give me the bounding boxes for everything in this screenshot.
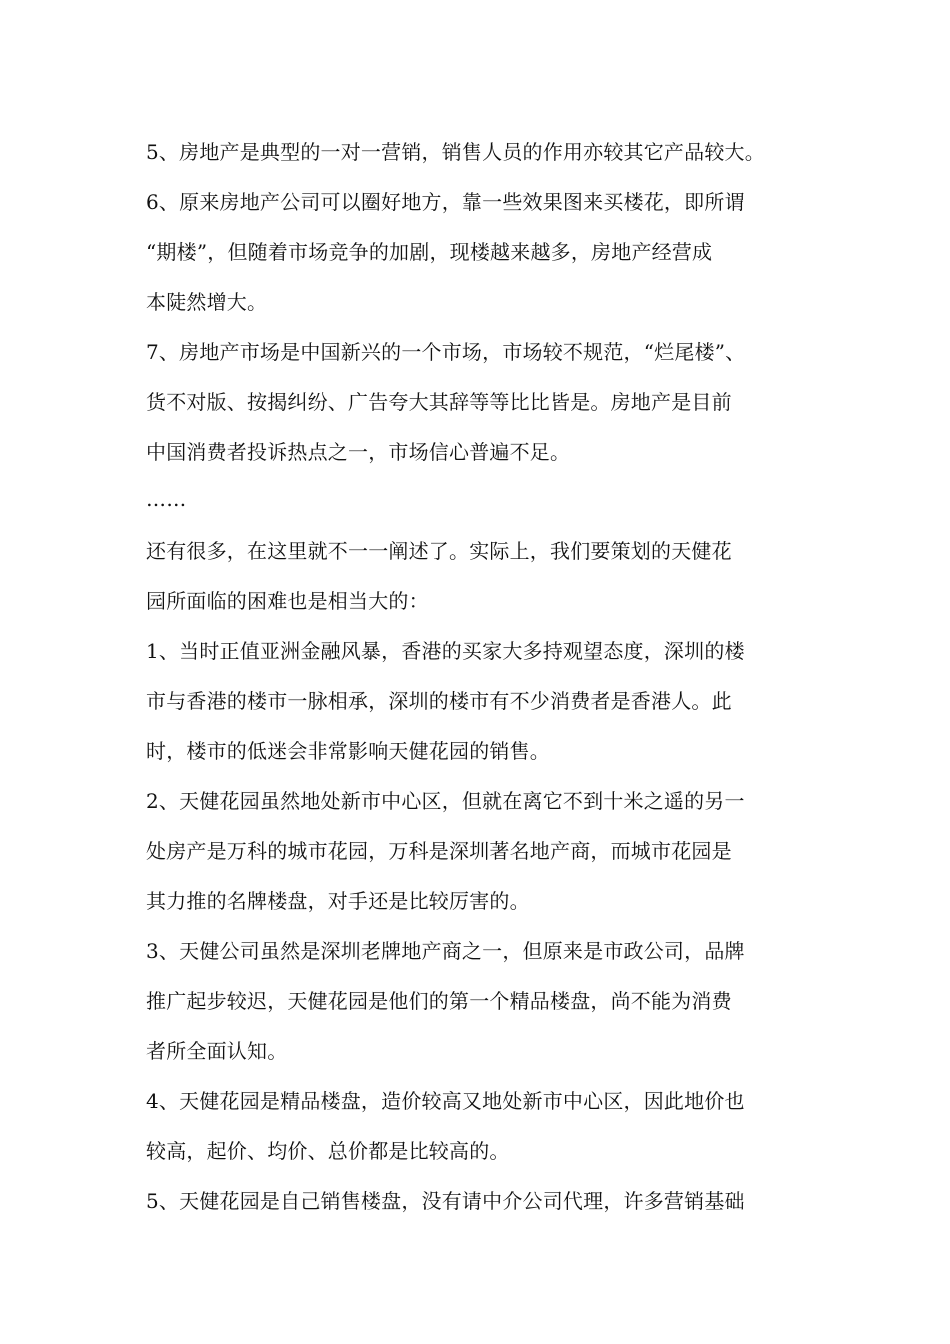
text-line: 本陡然增大。 — [146, 290, 268, 314]
text-line: 4、天健花园是精品楼盘，造价较高又地处新市中心区，因此地价也 — [146, 1089, 745, 1113]
text-line: 处房产是万科的城市花园，万科是深圳著名地产商，而城市花园是 — [146, 839, 732, 863]
text-line: 中国消费者投诉热点之一，市场信心普遍不足。 — [146, 440, 571, 464]
text-line: 3、天健公司虽然是深圳老牌地产商之一，但原来是市政公司，品牌 — [146, 939, 745, 963]
text-line: 者所全面认知。 — [146, 1039, 288, 1063]
text-line: 7、房地产市场是中国新兴的一个市场，市场较不规范，“烂尾楼”、 — [146, 340, 746, 364]
text-line: 园所面临的困难也是相当大的： — [146, 589, 429, 613]
text-line: “期楼”，但随着市场竞争的加剧，现楼越来越多，房地产经营成 — [146, 240, 713, 264]
text-line: 还有很多，在这里就不一一阐述了。实际上，我们要策划的天健花 — [146, 539, 732, 563]
text-line: 5、房地产是典型的一对一营销，销售人员的作用亦较其它产品较大。 — [146, 140, 765, 164]
text-line: 货不对版、按揭纠纷、广告夸大其辞等等比比皆是。房地产是目前 — [146, 390, 732, 414]
text-line: 1、当时正值亚洲金融风暴，香港的买家大多持观望态度，深圳的楼 — [146, 639, 745, 663]
text-line: 较高，起价、均价、总价都是比较高的。 — [146, 1139, 510, 1163]
text-line: 5、天健花园是自己销售楼盘，没有请中介公司代理，许多营销基础 — [146, 1189, 745, 1213]
text-line: 6、原来房地产公司可以圈好地方，靠一些效果图来买楼花，即所谓 — [146, 190, 745, 214]
text-line: 2、天健花园虽然地处新市中心区，但就在离它不到十米之遥的另一 — [146, 789, 745, 813]
text-line: 时，楼市的低迷会非常影响天健花园的销售。 — [146, 739, 550, 763]
ellipsis-line: …… — [146, 487, 187, 511]
text-line: 推广起步较迟，天健花园是他们的第一个精品楼盘，尚不能为消费 — [146, 989, 732, 1013]
text-line: 其力推的名牌楼盘，对手还是比较厉害的。 — [146, 889, 530, 913]
text-line: 市与香港的楼市一脉相承，深圳的楼市有不少消费者是香港人。此 — [146, 689, 732, 713]
